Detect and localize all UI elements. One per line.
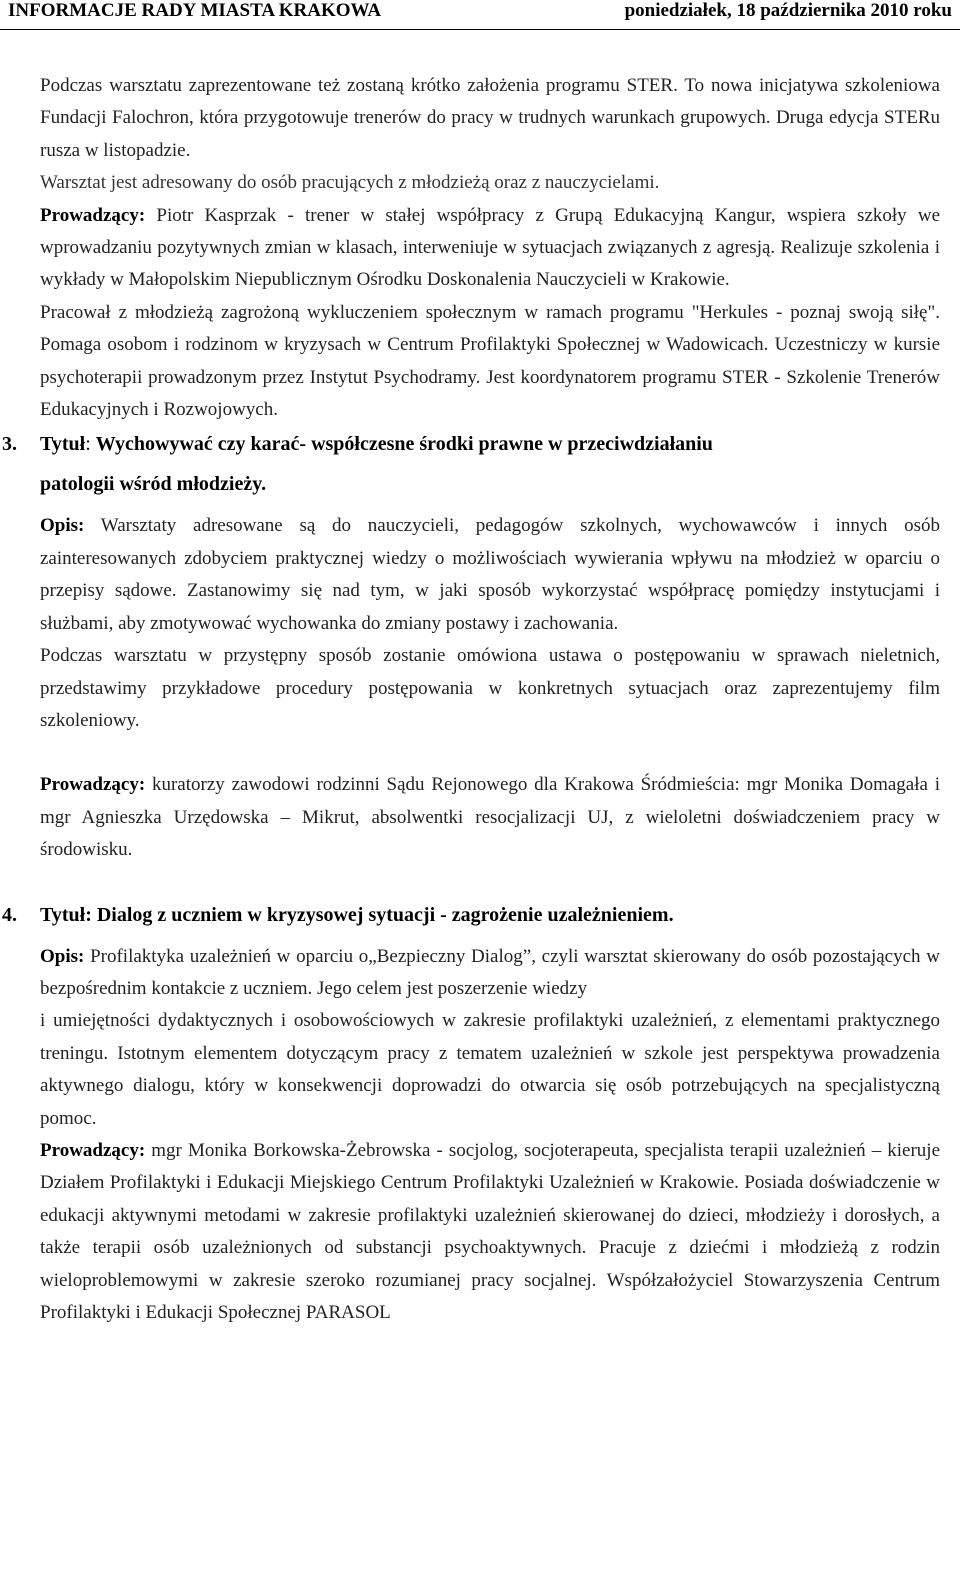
section-4-description-continuation: i umiejętności dydaktycznych i osobowościowych w zakresie profilaktyki uzależnień, z elementami praktycznego treningu. Istotnym elementem dotyczącym pracy z tematem uzależnień w szkole jest perspektywa prowadzenia aktywnego dialogu, który w konsekwencji doprowadzi do otwarcia się osób potrzebujących na specjalistyczną pomoc.: [40, 1010, 940, 1129]
section-4-description-label: Opis:: [40, 945, 85, 967]
section-3-workshop-paragraph: Podczas warsztatu w przystępny sposób zostanie omówiona ustawa o postępowaniu w sprawach nieletnich, przedstawimy przykładowe procedury postępowania w konkretnych sytuacjach oraz zaprezentujemy film szkoleniowy.: [40, 645, 940, 731]
page-header: [0, 0, 960, 30]
intro-experience-paragraph: Pracował z młodzieżą zagrożoną wykluczeniem społecznym w ramach programu "Herkules - poznaj swoją siłę". Pomaga osobom i rodzinom w kryzysach w Centrum Profilaktyki Społecznej w Wadowicach. Uczestniczy w kursie psychoterapii prowadzonym przez Instytut Psychodramy. Jest koordynatorem programu STER - Szkolenie Trenerów Edukacyjnych i Rozwojowych.: [40, 301, 940, 421]
section-3-number: 3.: [2, 433, 17, 456]
section-3-presenter-text: kuratorzy zawodowi rodzinni Sądu Rejonowego dla Krakowa Śródmieścia: mgr Monika Domagała i mgr Agnieszka Urzędowska – Mikrut, absolwentki resocjalizacji UJ, z wieloletni doświadczeniem pracy w środowisku.: [40, 774, 940, 861]
intro-audience: Warsztat jest adresowany do osób pracujących z młodzieżą oraz z nauczycielami.: [40, 172, 660, 194]
section-4-title: Tytuł: Dialog z uczniem w kryzysowej sytuacji - zagrożenie uzależnieniem.: [40, 903, 674, 926]
section-4-presenter-label: Prowadzący:: [40, 1139, 146, 1161]
presenter-label: Prowadzący:: [40, 204, 146, 226]
section-3-title-label: Tytuł: [40, 433, 86, 456]
document-body: [2, 70, 941, 1329]
section-3-title-continuation: [40, 468, 940, 500]
section-4-description: [40, 941, 940, 1006]
section-3-description-text: Warsztaty adresowane są do nauczycieli, pedagogów szkolnych, wychowawców i innych osób zainteresowanych zdobyciem praktycznej wiedzy o możliwościach wywierania wpływu na młodzież w oparciu o przepisy sądowe. Zastanowimy się nad tym, w jaki sposób wykorzystać współpracę pomiędzy instytucjami i służbami, aby zmotywować wychowanka do zmiany postawy i zachowania.: [40, 515, 940, 634]
intro-presenter-paragraph: [40, 200, 940, 297]
section-3-presenter-label: Prowadzący:: [40, 774, 146, 796]
section-4-heading: [2, 899, 940, 931]
section-3-title-line2: patologii wśród młodzieży.: [40, 473, 267, 496]
section-4-description-text-1: Profilaktyka uzależnień w oparciu o„Bezpieczny Dialog”, czyli warsztat skierowany do osób pozostających w bezpośrednim kontakcie z uczniem. Jego celem jest poszerzenie wiedzy: [40, 945, 940, 999]
section-3-presenter-paragraph: [40, 769, 940, 866]
header-date: poniedziałek, 18 października 2010 roku: [624, 0, 952, 21]
presenter-text: Piotr Kasprzak - trener w stałej współpracy z Grupą Edukacyjną Kangur, wspiera szkoły we wprowadzaniu pozytywnych zmian w klasach, interweniuje w sytuacjach związanych z agresją. Realizuje szkolenia i wykłady w Małopolskim Niepublicznym Ośrodku Doskonalenia Nauczycieli w Krakowie.: [40, 204, 940, 291]
section-3-title-separator: :: [85, 433, 96, 456]
section-3-title-line1: Wychowywać czy karać- współczesne środki prawne w przeciwdziałaniu: [95, 433, 713, 456]
header-publication-title: INFORMACJE RADY MIASTA KRAKOWA: [8, 0, 382, 21]
section-4-number: 4.: [2, 903, 17, 926]
section-4-presenter-paragraph: [40, 1135, 940, 1329]
section-3-heading: [2, 428, 940, 460]
section-3-description-label: Opis:: [40, 515, 85, 537]
intro-paragraph: Podczas warsztatu zaprezentowane też zostaną krótko założenia programu STER. To nowa inicjatywa szkoleniowa Fundacji Falochron, która przygotowuje trenerów do pracy w trudnych warunkach grupowych. Druga edycja STERu rusza w listopadzie.: [40, 75, 940, 161]
section-4-presenter-text: mgr Monika Borkowska-Żebrowska - socjolog, socjoterapeuta, specjalista terapii uzależnień – kieruje Działem Profilaktyki i Edukacji Miejskiego Centrum Profilaktyki Uzależnień w Krakowie. Posiada doświadczenie w edukacji aktywnymi metodami w zakresie profilaktyki uzależnień skierowanej do dzieci, młodzieży i dorosłych, a także terapii osób uzależnionych od substancji psychoaktywnych. Pracuje z dziećmi i młodzieżą z rodzin wieloproblemowymi w zakresie szeroko rozumianej pracy socjalnej. Współzałożyciel Stowarzyszenia Centrum Profilaktyki i Edukacji Społecznej PARASOL: [40, 1139, 941, 1323]
section-3-description: [40, 510, 940, 640]
